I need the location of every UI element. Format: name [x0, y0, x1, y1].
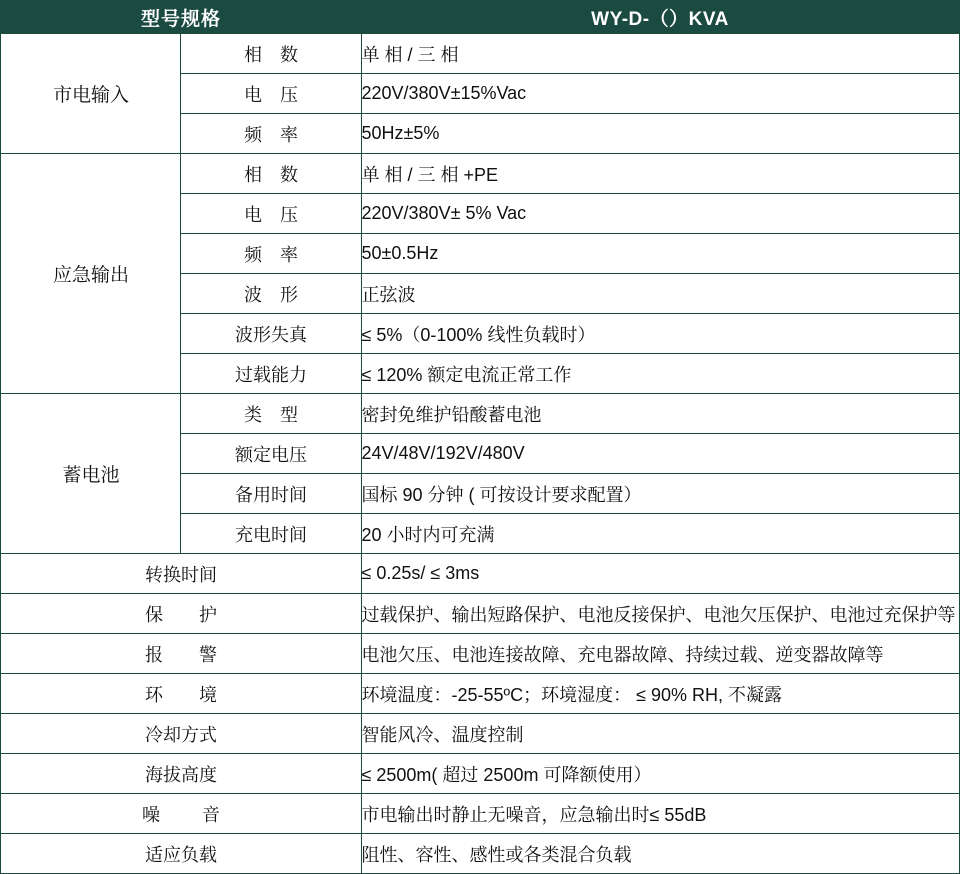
row-label: 备用时间	[181, 474, 361, 514]
table-row	[1, 834, 959, 874]
row-label: 频 率	[181, 114, 361, 154]
row-label: 额定电压	[181, 434, 361, 474]
row-value: 密封免维护铅酸蓄电池	[361, 394, 959, 434]
row-label: 波形失真	[181, 314, 361, 354]
row-label: 过载能力	[181, 354, 361, 394]
table-row	[1, 794, 959, 834]
table-row	[1, 154, 959, 194]
row-value: ≤ 5%（0-100% 线性负载时）	[361, 314, 959, 354]
row-value: 220V/380V±15%Vac	[361, 74, 959, 114]
row-label: 波 形	[181, 274, 361, 314]
row-value: 20 小时内可充满	[361, 514, 959, 554]
row-label: 类 型	[181, 394, 361, 434]
row-value: 24V/48V/192V/480V	[361, 434, 959, 474]
row-label: 电 压	[181, 194, 361, 234]
row-value: 国标 90 分钟 ( 可按设计要求配置）	[361, 474, 959, 514]
row-label: 冷却方式	[1, 714, 361, 754]
row-value: 过载保护、输出短路保护、电池反接保护、电池欠压保护、电池过充保护等	[361, 594, 959, 634]
row-value: 智能风冷、温度控制	[361, 714, 959, 754]
row-value: 单 相 / 三 相 +PE	[361, 154, 959, 194]
row-value: 阻性、容性、感性或各类混合负载	[361, 834, 959, 874]
row-value: 市电输出时静止无噪音，应急输出时≤ 55dB	[361, 794, 959, 834]
header-spec-label: 型号规格	[1, 1, 361, 34]
row-label: 环 境	[1, 674, 361, 714]
row-value: 环境温度：-25-55ºC；环境湿度： ≤ 90% RH, 不凝露	[361, 674, 959, 714]
row-label: 相 数	[181, 34, 361, 74]
row-label: 海拔高度	[1, 754, 361, 794]
row-label: 保 护	[1, 594, 361, 634]
table-row	[1, 714, 959, 754]
row-value: 正弦波	[361, 274, 959, 314]
row-label: 相 数	[181, 154, 361, 194]
table-row	[1, 594, 959, 634]
row-label: 噪 音	[1, 794, 361, 834]
row-value: 50±0.5Hz	[361, 234, 959, 274]
row-label: 电 压	[181, 74, 361, 114]
table-row	[1, 34, 959, 74]
group-label-emergency-output: 应急输出	[1, 154, 181, 394]
table-row	[1, 554, 959, 594]
table-row	[1, 754, 959, 794]
row-value: 电池欠压、电池连接故障、充电器故障、持续过载、逆变器故障等	[361, 634, 959, 674]
group-label-battery: 蓄电池	[1, 394, 181, 554]
row-value: 单 相 / 三 相	[361, 34, 959, 74]
row-label: 转换时间	[1, 554, 361, 594]
row-value: ≤ 0.25s/ ≤ 3ms	[361, 554, 959, 594]
row-label: 充电时间	[181, 514, 361, 554]
table-header-row	[1, 1, 959, 34]
row-value: 50Hz±5%	[361, 114, 959, 154]
table-row	[1, 394, 959, 434]
row-label: 频 率	[181, 234, 361, 274]
row-label: 适应负载	[1, 834, 361, 874]
row-value: ≤ 120% 额定电流正常工作	[361, 354, 959, 394]
table-row	[1, 674, 959, 714]
header-model-label: WY-D-（）KVA	[361, 1, 959, 34]
row-value: ≤ 2500m( 超过 2500m 可降额使用）	[361, 754, 959, 794]
row-label: 报 警	[1, 634, 361, 674]
group-label-mains-input: 市电输入	[1, 34, 181, 154]
table-row	[1, 634, 959, 674]
row-value: 220V/380V± 5% Vac	[361, 194, 959, 234]
